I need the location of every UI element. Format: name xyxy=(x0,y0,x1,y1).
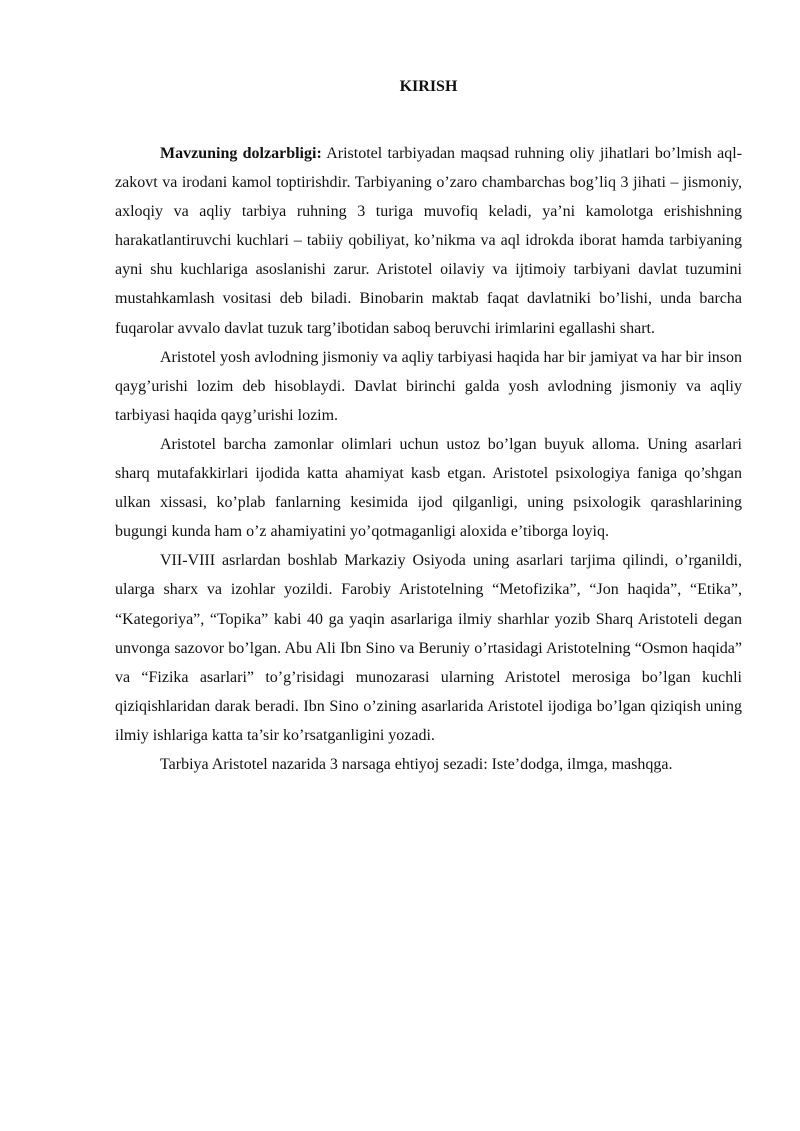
paragraph-relevance xyxy=(115,139,742,343)
paragraph-5: Tarbiya Aristotel nazarida 3 narsaga ehtiyoj sezadi: Iste’dodga, ilmga, mashqga. xyxy=(160,755,673,773)
paragraph-4: VII-VIII asrlardan boshlab Markaziy Osiyoda uning asarlari tarjima qilindi, o’rganildi, ularga sharx va izohlar yozildi. Farobiy Aristotelning “Metofizika”, “Jon haqida”, “Etika”, “Kategoriya”, “Topika” kabi 40 ga yaqin asarlariga ilmiy sharhlar yozib Sharq Aristoteli degan unvonga sazovor bo’lgan. Abu Ali Ibn Sino va Beruniy o’rtasidagi Aristotelning “Osmon haqida” va “Fizika asarlari” to’g’risidagi munozarasi ularning Aristotel merosiga bo’lgan kuchli qiziqishlaridan darak beradi. Ibn Sino o’zining asarlarida Aristotel ijodiga bo’lgan qiziqish uning ilmiy ishlariga katta ta’sir ko’rsatganligini yozadi. xyxy=(115,552,742,744)
page-title: KIRISH xyxy=(399,78,458,95)
paragraph-2: Aristotel yosh avlodning jismoniy va aqliy tarbiyasi haqida har bir jamiyat va har bir inson qayg’urishi lozim deb hisoblaydi. Davlat birinchi galda yosh avlodning jismoniy va aqliy tarbiyasi haqida qayg’urishi lozim. xyxy=(115,348,742,424)
paragraph-3: Aristotel barcha zamonlar olimlari uchun ustoz bo’lgan buyuk alloma. Uning asarlari sharq mutafakkirlari ijodida katta ahamiyat kasb etgan. Aristotel psixologiya faniga qo’shgan ulkan xissasi, ko’plab fanlarning kesimida ijod qilganligi, uning psixologik qarashlarining bugungi kunda ham o’z ahamiyatini yo’qotmaganligi aloxida e’tiborga loyiq. xyxy=(115,435,742,541)
paragraph-text: Aristotel tarbiyadan maqsad ruhning oliy jihatlari bo’lmish aql-zakovt va irodani kamol toptirishdir. Tarbiyaning o’zaro chambarchas bog’liq 3 jihati – jismoniy, axloqiy va aqliy tarbiya ruhning 3 turiga muvofiq keladi, ya’ni kamolotga erishishning harakatlantiruvchi kuchlari – tabiiy qobiliyat, ko’nikma va aql idrokda iborat hamda tarbiyaning ayni shu kuchlariga asoslanishi zarur. Aristotel oilaviy va ijtimoiy tarbiyani davlat tuzumini mustahkamlash vositasi deb biladi. Binobarin maktab faqat davlatniki bo’lishi, unda barcha fuqarolar avvalo davlat tuzuk targ’ibotidan saboq beruvchi irimlarini egallashi shart. xyxy=(115,145,743,337)
paragraph-lead: Mavzuning dolzarbligi: xyxy=(160,145,322,162)
document-body xyxy=(115,139,742,779)
